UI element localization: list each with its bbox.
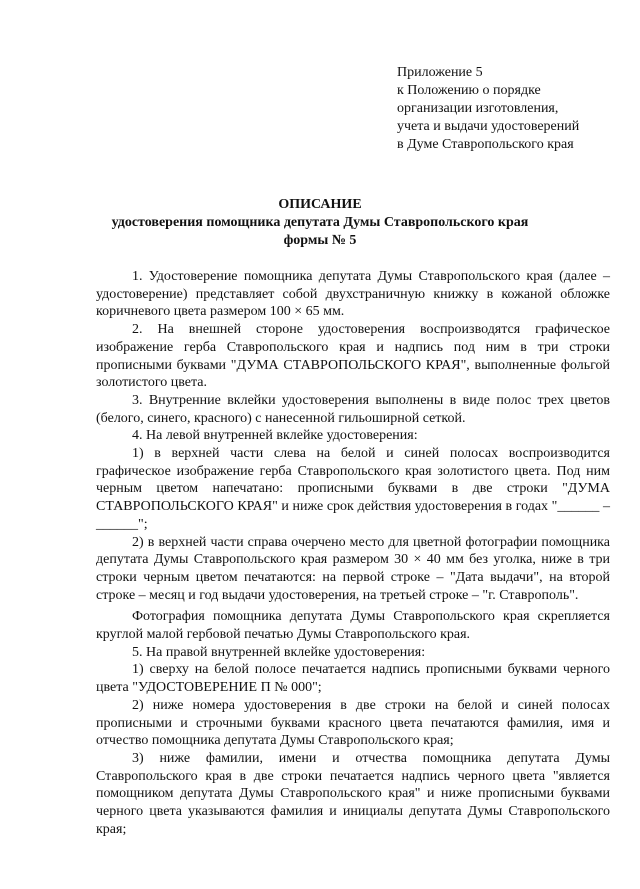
paragraph-5-3: 3) ниже фамилии, имени и отчества помощника депутата Думы Ставропольского края в две строки печатается надпись черного цвета "является помощником депутата Думы Ставропольского края" и ниже прописными буквами черного цвета указываются фамилия и инициалы депутата Думы Ставропольского края; bbox=[96, 750, 610, 837]
document-form-number: формы № 5 bbox=[283, 233, 357, 248]
appendix-line: учета и выдачи удостоверений bbox=[397, 119, 580, 134]
paragraph-4-2: 2) в верхней части справа очерчено место для цветной фотографии помощника депутата Думы Ставропольского края размером 30 × 40 мм без уголка, ниже в три строки черным цветом печатаются: на первой строке – "Дата выдачи", на второй строке – месяц и год выдачи удостоверения, на третьей строке – "г. Ставрополь". bbox=[96, 534, 610, 603]
document-heading bbox=[60, 196, 580, 250]
paragraph-4: 4. На левой внутренней вклейке удостоверения: bbox=[132, 428, 418, 444]
document-title: ОПИСАНИЕ bbox=[278, 197, 362, 212]
paragraph-5-2: 2) ниже номера удостоверения в две строки на белой и синей полосах прописными и строчными буквами красного цвета печатаются фамилия, имя и отчество помощника депутата Думы Ставропольского края; bbox=[96, 697, 610, 749]
paragraph-5: 5. На правой внутренней вклейке удостоверения: bbox=[132, 644, 426, 660]
appendix-line: к Положению о порядке bbox=[397, 83, 541, 98]
document-body bbox=[96, 268, 610, 839]
paragraph-4-1: 1) в верхней части слева на белой и синей полосах воспроизводится графическое изображение герба Ставропольского края золотистого цвета. Под ним черным цветом напечатано: прописными буквами в две строки "ДУМА СТАВРОПОЛЬСКОГО КРАЯ" и ниже срок действия удостоверения в годах "______ – ______"; bbox=[96, 446, 610, 532]
paragraph-photo-seal: Фотография помощника депутата Думы Ставропольского края скрепляется круглой малой гербовой печатью Думы Ставропольского края. bbox=[96, 609, 610, 643]
paragraph-1: 1. Удостоверение помощника депутата Думы Ставропольского края (далее – удостоверение) представляет собой двухстраничную книжку в кожаной обложке коричневого цвета размером 100 × 65 мм. bbox=[96, 269, 610, 320]
appendix-line: в Думе Ставропольского края bbox=[397, 137, 574, 152]
appendix-line: организации изготовления, bbox=[397, 101, 559, 116]
paragraph-5-1: 1) сверху на белой полосе печатается надпись прописными буквами черного цвета "УДОСТОВЕРЕНИЕ П № 000"; bbox=[96, 662, 610, 696]
appendix-line: Приложение 5 bbox=[397, 65, 483, 80]
appendix-reference bbox=[397, 64, 632, 154]
paragraph-3: 3. Внутренние вклейки удостоверения выполнены в виде полос трех цветов (белого, синего, красного) с нанесенной гильоширной сеткой. bbox=[96, 392, 610, 426]
document-subtitle: удостоверения помощника депутата Думы Ставропольского края bbox=[111, 215, 529, 230]
paragraph-2: 2. На внешней стороне удостоверения воспроизводятся графическое изображение герба Ставропольского края и надпись под ним в три строки прописными буквами "ДУМА СТАВРОПОЛЬСКОГО КРАЯ", выполненные фольгой золотистого цвета. bbox=[96, 322, 610, 391]
